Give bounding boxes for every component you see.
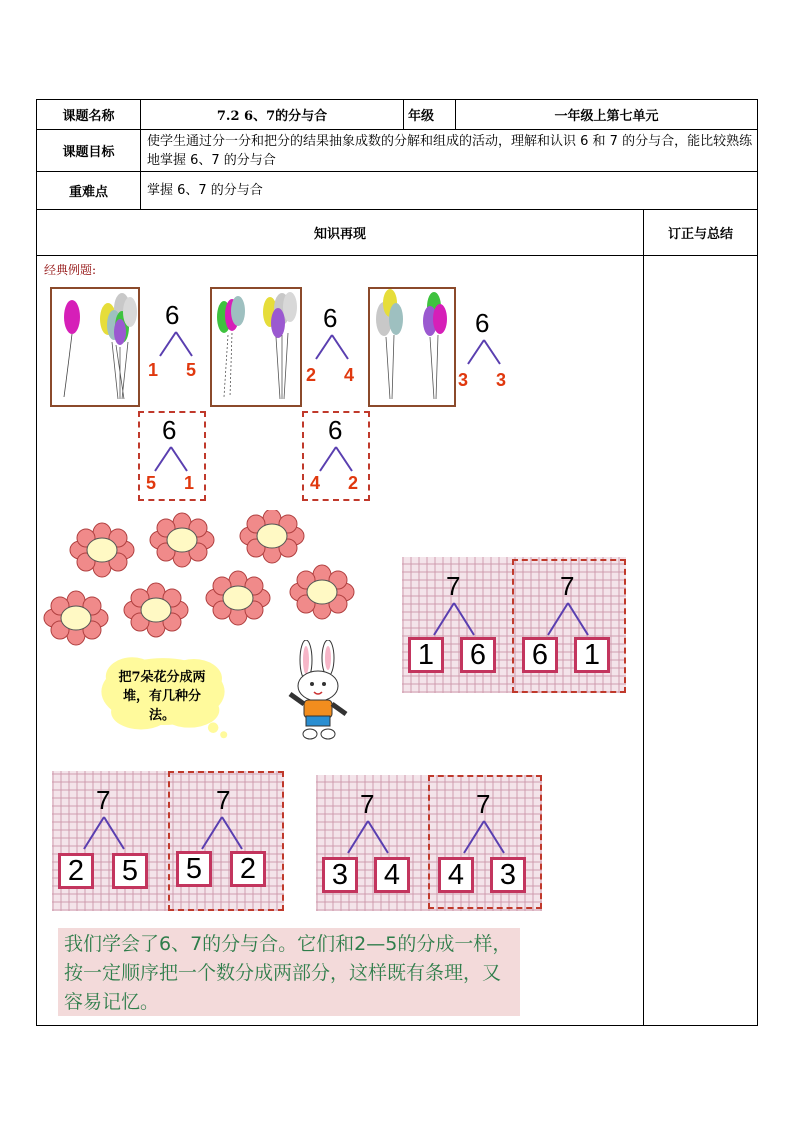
six-split-1 bbox=[148, 300, 204, 390]
split-top: 7 bbox=[560, 571, 575, 601]
split-top: 7 bbox=[96, 785, 111, 815]
split-top: 7 bbox=[360, 789, 375, 819]
split-left: 5 bbox=[146, 473, 157, 493]
seven-split-4 bbox=[168, 771, 282, 911]
split-right-box: 4 bbox=[374, 857, 410, 893]
split-left-box: 4 bbox=[438, 857, 474, 893]
split-lines bbox=[464, 338, 504, 368]
split-right-box: 2 bbox=[230, 851, 266, 887]
summary-note: 我们学会了6、7的分与合。它们和2—5的分成一样，按一定顺序把一个数分成两部分，这样既有条理，又容易记忆。 bbox=[58, 928, 520, 1016]
split-left: 1 bbox=[148, 360, 159, 380]
six-split-4 bbox=[138, 411, 206, 501]
split-lines bbox=[312, 333, 352, 363]
split-left-box: 3 bbox=[322, 857, 358, 893]
split-top: 6 bbox=[162, 415, 177, 445]
split-lines bbox=[156, 330, 196, 360]
split-lines bbox=[196, 815, 248, 851]
balloon-picture-1 bbox=[50, 287, 140, 407]
row-goal bbox=[37, 130, 758, 172]
split-right: 4 bbox=[344, 365, 355, 385]
split-top: 6 bbox=[323, 303, 338, 333]
seven-split-1 bbox=[402, 557, 512, 693]
six-split-3 bbox=[458, 308, 514, 398]
balloon-picture-3 bbox=[368, 287, 456, 407]
rabbit-character bbox=[282, 640, 354, 744]
split-left-box: 2 bbox=[58, 853, 94, 889]
flower-1 bbox=[70, 523, 134, 577]
split-right: 3 bbox=[496, 370, 507, 390]
split-right: 5 bbox=[186, 360, 197, 380]
row-key bbox=[37, 172, 758, 210]
split-lines bbox=[151, 445, 191, 473]
split-right-box: 1 bbox=[574, 637, 610, 673]
flower-2 bbox=[150, 513, 214, 567]
label-grade: 年级 bbox=[404, 100, 456, 130]
split-lines bbox=[428, 601, 480, 637]
six-split-5 bbox=[302, 411, 370, 501]
split-lines bbox=[458, 819, 510, 855]
split-left: 2 bbox=[306, 365, 317, 385]
flower-7 bbox=[290, 565, 354, 619]
split-top: 6 bbox=[328, 415, 343, 445]
seven-split-2 bbox=[514, 557, 624, 693]
seven-split-5 bbox=[316, 775, 428, 911]
flower-6 bbox=[206, 571, 270, 625]
flower-5 bbox=[124, 583, 188, 637]
split-top: 7 bbox=[476, 789, 491, 819]
split-right-box: 5 bbox=[112, 853, 148, 889]
example-label: 经典例题: bbox=[44, 263, 97, 277]
key-value: 掌握 6、7 的分与合 bbox=[141, 172, 758, 210]
flower-4 bbox=[44, 591, 108, 645]
goal-value: 使学生通过分一分和把分的结果抽象成数的分解和组成的活动，理解和认识 6 和 7 的分与合，能比较熟练地掌握 6、7 的分与合 bbox=[141, 130, 758, 172]
row-section-headers bbox=[37, 210, 758, 256]
split-lines bbox=[342, 819, 394, 855]
correction-header: 订正与总结 bbox=[644, 210, 758, 256]
split-top: 6 bbox=[475, 308, 490, 338]
split-left: 3 bbox=[458, 370, 469, 390]
split-left-box: 5 bbox=[176, 851, 212, 887]
split-right: 2 bbox=[348, 473, 359, 493]
cloud-text: 把7朵花分成两堆，有几种分法。 bbox=[118, 670, 206, 723]
topic-value: 7.2 6、7的分与合 bbox=[141, 100, 404, 130]
label-key: 重难点 bbox=[37, 172, 141, 210]
split-right-box: 3 bbox=[490, 857, 526, 893]
seven-split-3 bbox=[52, 771, 166, 911]
split-left-box: 6 bbox=[522, 637, 558, 673]
balloon-picture-2 bbox=[210, 287, 302, 407]
flowers-group bbox=[40, 510, 360, 650]
split-lines bbox=[78, 815, 130, 851]
split-left-box: 1 bbox=[408, 637, 444, 673]
split-right-box: 6 bbox=[460, 637, 496, 673]
split-left: 4 bbox=[310, 473, 321, 493]
correction-cell bbox=[644, 256, 758, 1026]
split-top: 7 bbox=[446, 571, 461, 601]
split-lines bbox=[542, 601, 594, 637]
row-topic bbox=[37, 100, 758, 130]
split-top: 6 bbox=[165, 300, 180, 330]
split-lines bbox=[316, 445, 356, 473]
label-topic: 课题名称 bbox=[37, 100, 141, 130]
split-right: 1 bbox=[184, 473, 195, 493]
knowledge-header: 知识再现 bbox=[37, 210, 644, 256]
seven-split-6 bbox=[430, 775, 542, 911]
label-goal: 课题目标 bbox=[37, 130, 141, 172]
grade-value: 一年级上第七单元 bbox=[456, 100, 758, 130]
split-top: 7 bbox=[216, 785, 231, 815]
flower-3 bbox=[240, 510, 304, 563]
six-split-2 bbox=[306, 303, 362, 393]
